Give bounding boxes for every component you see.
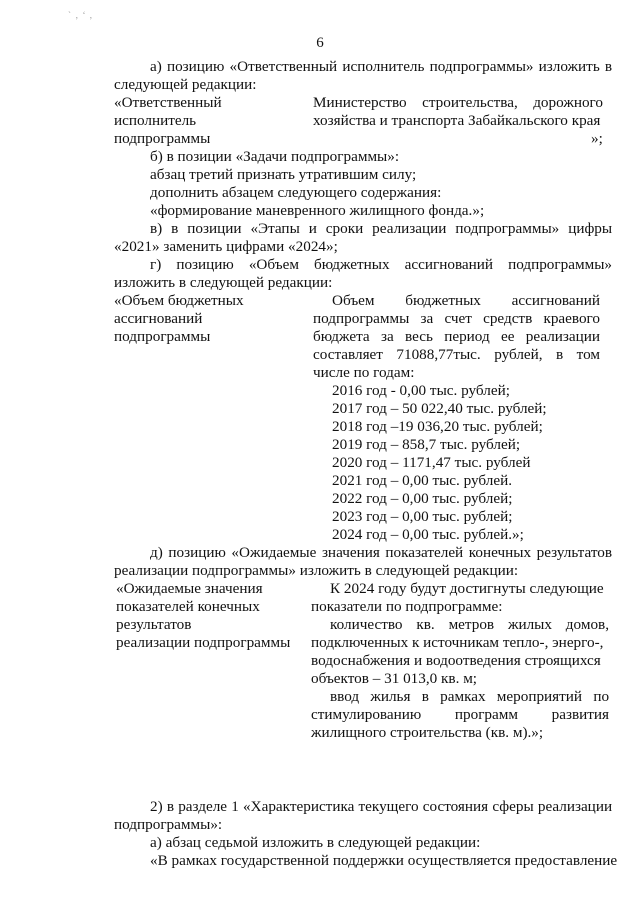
year-2017: 2017 год – 50 022,40 тыс. рублей; [332, 400, 547, 417]
item-b-line4: «формирование маневренного жилищного фонда.»; [150, 202, 485, 219]
item-d-line2: реализации подпрограммы» изложить в следующей редакции: [114, 562, 519, 579]
item-g-line2: изложить в следующей редакции: [114, 274, 333, 291]
table-d-left-2: показателей конечных [116, 598, 260, 615]
table-d-right-4: подключенных к источникам тепло-, энерго-, [311, 634, 604, 651]
year-2018: 2018 год –19 036,20 тыс. рублей; [332, 418, 543, 435]
table-d-right-7: ввод жилья в рамках мероприятий по [330, 688, 610, 705]
table-d-right-3: количество кв. метров жилых домов, [330, 616, 610, 633]
item-v-line1: в) в позиции «Этапы и сроки реализации подпрограммы» цифры [150, 220, 613, 237]
table-d-left-1: «Ожидаемые значения [116, 580, 263, 597]
year-2024: 2024 год – 0,00 тыс. рублей.»; [332, 526, 524, 543]
table-g-left-2: ассигнований [114, 310, 203, 327]
item-g-line1: г) позицию «Объем бюджетных ассигнований подпрограммы» [150, 256, 612, 273]
year-2016: 2016 год - 0,00 тыс. рублей; [332, 382, 510, 399]
table-a-left-1: «Ответственный [114, 94, 222, 111]
table-g-left-3: подпрограммы [114, 328, 211, 345]
table-d-right-2: показатели по подпрограмме: [311, 598, 503, 615]
table-g-left-1: «Объем бюджетных [114, 292, 244, 309]
table-a-left-2: исполнитель [114, 112, 197, 129]
table-d-right-8: стимулированию программ развития [311, 706, 609, 723]
table-a-right-1: Министерство строительства, дорожного [313, 94, 603, 111]
year-2023: 2023 год – 0,00 тыс. рублей; [332, 508, 513, 525]
table-g-right-4: составляет 71088,77тыс. рублей, в том [313, 346, 601, 363]
year-2022: 2022 год – 0,00 тыс. рублей; [332, 490, 513, 507]
section2-line2: подпрограммы»: [114, 816, 223, 833]
item-a-line2: следующей редакции: [114, 76, 257, 93]
page-number: 6 [316, 35, 324, 51]
item-a-line1: а) позицию «Ответственный исполнитель подпрограммы» изложить в [150, 58, 613, 75]
table-g-right-3: бюджета за весь период ее реализации [313, 328, 601, 345]
item-d-line1: д) позицию «Ожидаемые значения показателей конечных результатов [150, 544, 613, 561]
table-d-right-9: жилищного строительства (кв. м).»; [311, 724, 544, 741]
corner-marks: ` ‚ ‘ , [68, 10, 93, 20]
year-2019: 2019 год – 858,7 тыс. рублей; [332, 436, 521, 453]
section2-line3: а) абзац седьмой изложить в следующей редакции: [150, 834, 481, 851]
table-a-right-2: хозяйства и транспорта Забайкальского края [313, 112, 601, 129]
section2-line4: «В рамках государственной поддержки осуществляется предоставление [150, 852, 618, 869]
item-b-line2: абзац третий признать утратившим силу; [150, 166, 417, 183]
year-2020: 2020 год – 1171,47 тыс. рублей [332, 454, 531, 471]
item-b-line1: б) в позиции «Задачи подпрограммы»: [150, 148, 400, 165]
table-g-right-2: подпрограммы за счет средств краевого [313, 310, 600, 327]
table-a-left-3: подпрограммы [114, 130, 211, 147]
table-d-right-5: водоснабжения и водоотведения строящихся [311, 652, 601, 669]
year-2021: 2021 год – 0,00 тыс. рублей. [332, 472, 513, 489]
table-g-right-5: числе по годам: [313, 364, 415, 381]
table-d-left-4: реализации подпрограммы [116, 634, 291, 651]
table-d-left-3: результатов [116, 616, 192, 633]
item-b-line3: дополнить абзацем следующего содержания: [150, 184, 442, 201]
section2-line1: 2) в разделе 1 «Характеристика текущего состояния сферы реализации [150, 798, 613, 815]
table-d-right-1: К 2024 году будут достигнуты следующие [330, 580, 604, 597]
table-a-right-3: »; [591, 130, 603, 147]
item-v-line2: «2021» заменить цифрами «2024»; [114, 238, 338, 255]
table-g-right-1: Объем бюджетных ассигнований [332, 292, 601, 309]
table-d-right-6: объектов – 31 013,0 кв. м; [311, 670, 478, 687]
